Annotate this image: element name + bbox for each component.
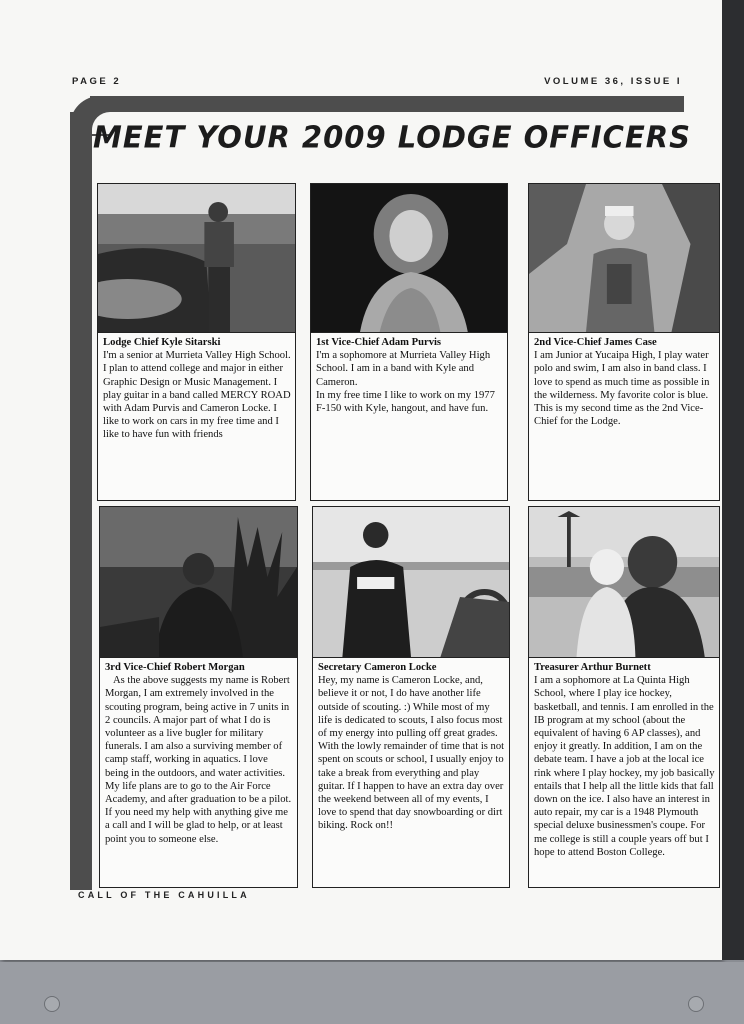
- officer-card-kyle: [97, 183, 296, 501]
- officer-caption-arthur: [534, 661, 715, 859]
- officer-name: 3rd Vice-Chief Robert Morgan: [105, 662, 245, 673]
- page-number: PAGE 2: [72, 76, 122, 87]
- officer-photo-kyle: [98, 184, 295, 333]
- officer-photo-adam: [311, 184, 507, 333]
- frame-left-bar: [70, 112, 92, 890]
- officer-caption-adam: [316, 336, 503, 415]
- officer-bio: I'm a sophomore at Murrieta Valley High School. I am in a band with Kyle and Cameron.: [316, 350, 491, 388]
- newsletter-footer: CALL OF THE CAHUILLA: [78, 890, 250, 900]
- officer-photo-arthur: [529, 507, 719, 658]
- officer-photo-cameron: [313, 507, 509, 658]
- officer-name: Treasurer Arthur Burnett: [534, 662, 651, 673]
- hole-icon: [44, 996, 60, 1012]
- page-title: MEET YOUR 2009 LODGE OFFICERS: [92, 119, 691, 155]
- officer-caption-james: [534, 336, 715, 428]
- officer-bio: I am Junior at Yucaipa High, I play water polo and swim, I am also in band class. I love to spend as much time as possible in the wilderness. My favorite color is blue. This is my second time as the 2nd Vice-Chief for the Lodge.: [534, 350, 710, 428]
- hole-icon: [688, 996, 704, 1012]
- officer-card-adam: [310, 183, 508, 501]
- officer-bio: I am a sophomore at La Quinta High School, where I play ice hockey, basketball, and tennis. I am enrolled in the IB program at my school (about the equivalent of having 6 AP classes), and enjoy it greatly. In addition, I am on the debate team. I have a job at the local ice rink where I play hockey, my job basically entails that I help all the little kids that fall down on the ice. I also have an interest in auto repair, my car is a 1948 Plymouth special deluxe businessmen's coupe. For me college is still a couple years off but I hope to attend Boston College.: [534, 675, 715, 858]
- officer-caption-cameron: [318, 661, 505, 833]
- officer-photo-james: [529, 184, 719, 333]
- officer-bio: Hey, my name is Cameron Locke, and, believe it or not, I do have another life outside of scouting. :) While most of my life is dedicated to scouts, I also focus most of my energy into pulling off great grades. With the lowly remainder of time that is not spent on scouts or school, I usually enjoy to take a break from everything and play guitar. If I happen to have an extra day over the weekend between all of my events, I love to spend that day snowboarding or dirt biking. Rock on!!: [318, 675, 505, 832]
- officer-caption-kyle: [103, 336, 291, 442]
- officer-bio: In my free time I like to work on my 1977 F-150 with Kyle, hangout, and have fun.: [316, 389, 495, 415]
- officer-name: Secretary Cameron Locke: [318, 662, 437, 673]
- binder-edge: [722, 0, 744, 960]
- frame-top-bar: [90, 96, 684, 112]
- officer-card-james: [528, 183, 720, 501]
- officer-card-cameron: [312, 506, 510, 888]
- officer-photo-robert: [100, 507, 297, 658]
- volume-issue: VOLUME 36, ISSUE I: [544, 76, 682, 87]
- officer-name: Lodge Chief Kyle Sitarski: [103, 337, 221, 348]
- officer-name: 1st Vice-Chief Adam Purvis: [316, 337, 442, 348]
- officer-bio: I'm a senior at Murrieta Valley High School. I plan to attend college and major in either Graphic Design or Music Management. I play guitar in a band called MERCY ROAD with Adam Purvis and Cameron Locke. I like to work on cars in my free time and I like to have fun with friends: [103, 350, 291, 441]
- officer-card-arthur: [528, 506, 720, 888]
- officer-card-robert: [99, 506, 298, 888]
- scanner-bed: [0, 962, 744, 1024]
- officer-caption-robert: [105, 661, 293, 846]
- officer-bio: As the above suggests my name is Robert Morgan, I am extremely involved in the scouting program, being active in 7 units in 2 councils. A major part of what I do is volunteer as a live bugler for military funerals. I am also a surviving member of camp staff, working in aquatics. I love being in the outdoors, and water activities. My life plans are to go to the Air Force Academy, and after graduation to be a pilot. If you need my help with anything give me a call and I will be glad to help, or at least point you to someone else.: [105, 675, 292, 845]
- officer-name: 2nd Vice-Chief James Case: [534, 337, 657, 348]
